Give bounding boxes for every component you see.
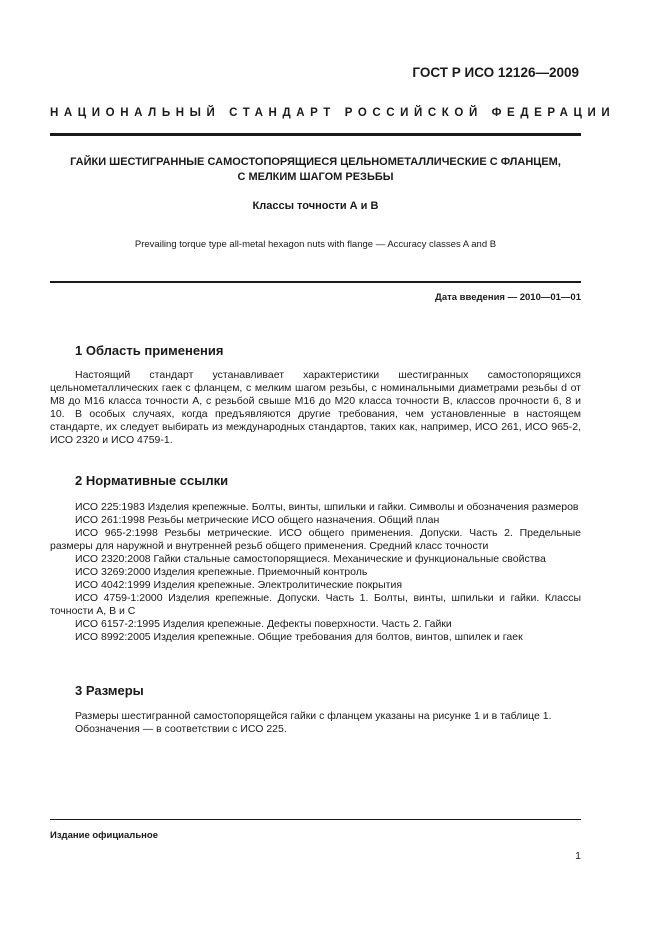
normative-references-list bbox=[50, 501, 581, 644]
header-rule bbox=[50, 133, 581, 136]
section-3-paragraph-2: Обозначения — в соответствии с ИСО 225. bbox=[75, 723, 287, 735]
section-1-heading: 1 Область применения bbox=[75, 343, 224, 358]
reference-item: ИСО 4042:1999 Изделия крепежные. Электролитические покрытия bbox=[75, 579, 403, 591]
title-line-1: ГАЙКИ ШЕСТИГРАННЫЕ САМОСТОПОРЯЩИЕСЯ ЦЕЛЬНОМЕТАЛЛИЧЕСКИЕ С ФЛАНЦЕМ, bbox=[70, 156, 561, 168]
effective-date: Дата введения — 2010—01—01 bbox=[435, 292, 581, 303]
section-3-paragraph-1: Размеры шестигранной самостопорящейся гайки с фланцем указаны на рисунке 1 и в таблице 1. bbox=[75, 710, 552, 722]
reference-item: ИСО 965-2:1998 Резьбы метрические. ИСО общего применения. Допуски. Часть 2. Предельные размеры для наружной и внутренней резьб общего применения. Средний класс точности bbox=[50, 527, 581, 552]
reference-item: ИСО 225:1983 Изделия крепежные. Болты, винты, шпильки и гайки. Символы и обозначения размеров bbox=[75, 501, 579, 513]
reference-item: ИСО 6157-2:1995 Изделия крепежные. Дефекты поверхности. Часть 2. Гайки bbox=[75, 618, 452, 630]
title-line-2: С МЕЛКИМ ШАГОМ РЕЗЬБЫ bbox=[237, 171, 394, 183]
national-standard-heading: НАЦИОНАЛЬНЫЙ СТАНДАРТ РОССИЙСКОЙ ФЕДЕРАЦИИ bbox=[50, 107, 616, 119]
reference-item: ИСО 2320:2008 Гайки стальные самостопорящиеся. Механические и функциональные свойства bbox=[75, 553, 546, 565]
document-title bbox=[50, 155, 581, 185]
reference-item: ИСО 261:1998 Резьбы метрические ИСО общего назначения. Общий план bbox=[75, 514, 440, 526]
page-number: 1 bbox=[575, 850, 581, 862]
title-rule bbox=[50, 281, 581, 283]
english-title: Prevailing torque type all-metal hexagon nuts with flange — Accuracy classes A and B bbox=[134, 239, 497, 250]
section-2-heading: 2 Нормативные ссылки bbox=[75, 473, 229, 488]
official-edition-note: Издание официальное bbox=[50, 830, 158, 841]
section-1-paragraph-1: Настоящий стандарт устанавливает характеристики шестигранных самостопорящихся цельнометаллических гаек с фланцем, с мелким шагом резьбы, с номинальными диаметрами резьбы d от М8 до М16 класса точности А, с резьбой свыше М16 до М20 класса точности В, классов прочности 6, 8 и 10. bbox=[50, 369, 581, 420]
reference-item: ИСО 8992:2005 Изделия крепежные. Общие требования для болтов, винтов, шпилек и гаек bbox=[75, 631, 523, 643]
section-1-paragraph-2: В особых случаях, когда предъявляются другие требования, чем установленные в настоящем стандарте, их следует выбирать из международных стандартов, таких как, например, ИСО 261, ИСО 965-2, ИСО 2320 и ИСО 4759-1. bbox=[50, 408, 581, 446]
reference-item: ИСО 3269:2000 Изделия крепежные. Приемочный контроль bbox=[75, 566, 368, 578]
reference-item: ИСО 4759-1:2000 Изделия крепежные. Допуски. Часть 1. Болты, винты, шпильки и гайки. Классы точности А, В и С bbox=[50, 592, 581, 617]
accuracy-classes-subtitle: Классы точности А и В bbox=[252, 200, 379, 212]
document-code: ГОСТ Р ИСО 12126—2009 bbox=[412, 65, 579, 80]
footer-rule bbox=[50, 819, 581, 820]
section-3-heading: 3 Размеры bbox=[75, 683, 144, 698]
